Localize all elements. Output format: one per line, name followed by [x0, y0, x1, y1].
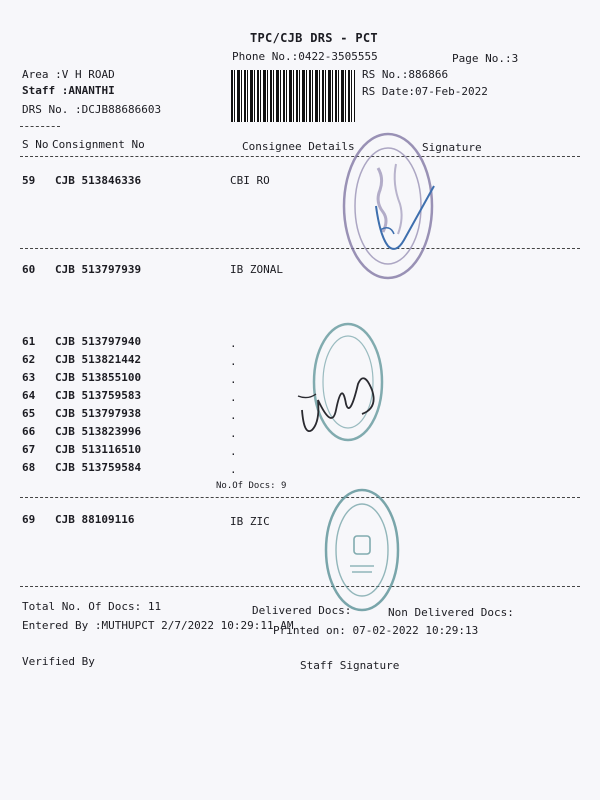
- entered-by: Entered By :MUTHUPCT 2/7/2022 10:29:11 AM: [22, 619, 294, 632]
- signature-mark: [370, 176, 440, 256]
- table-row-consignee: .: [230, 337, 237, 350]
- staff-signature-label: Staff Signature: [300, 659, 400, 672]
- table-row-sno: 66: [22, 425, 36, 438]
- rs-number: RS No.:886866: [362, 68, 449, 81]
- rs-date: RS Date:07-Feb-2022: [362, 85, 488, 98]
- column-header-consignee: Consignee Details: [242, 140, 355, 153]
- table-row-consignee: .: [230, 427, 237, 440]
- drs-number: DRS No. :DCJB88686603: [22, 103, 162, 116]
- table-row-consignee: .: [230, 373, 237, 386]
- delivered-docs: Delivered Docs:: [252, 604, 352, 617]
- table-row-consignee: .: [230, 355, 237, 368]
- table-row-consignee: IB ZIC: [230, 515, 270, 528]
- verified-by: Verified By: [22, 655, 95, 668]
- row-divider: [20, 497, 580, 498]
- table-row-consignee: .: [230, 463, 237, 476]
- table-row-consignment: CJB 513855100: [55, 371, 142, 384]
- column-header-signature: Signature: [422, 141, 482, 154]
- table-row-sno: 68: [22, 461, 36, 474]
- header-divider: [20, 156, 580, 157]
- table-row-consignee: .: [230, 409, 237, 422]
- docs-count-note: No.Of Docs: 9: [216, 481, 287, 491]
- table-row-consignment: CJB 513759583: [55, 389, 142, 402]
- footer-divider: [20, 586, 580, 587]
- table-row-consignee: .: [230, 391, 237, 404]
- area-label: Area :V H ROAD: [22, 68, 115, 81]
- indian-bank-seal-stamp: [322, 486, 402, 616]
- table-row-sno: 60: [22, 263, 36, 276]
- table-row-consignment: CJB 513797939: [55, 263, 142, 276]
- short-divider: [20, 126, 60, 127]
- table-row-sno: 61: [22, 335, 36, 348]
- table-row-consignee: .: [230, 445, 237, 458]
- table-row-sno: 59: [22, 174, 36, 187]
- printed-on: Printed on: 07-02-2022 10:29:13: [273, 624, 479, 637]
- table-row-consignment: CJB 513759584: [55, 461, 142, 474]
- column-header-sno: S No: [22, 138, 49, 151]
- page-number: Page No.:3: [452, 52, 519, 65]
- table-row-consignment: CJB 88109116: [55, 513, 135, 526]
- table-row-sno: 63: [22, 371, 36, 384]
- table-row-consignee: IB ZONAL: [230, 263, 283, 276]
- table-row-sno: 69: [22, 513, 36, 526]
- table-row-consignment: CJB 513823996: [55, 425, 142, 438]
- signature-mark: [294, 350, 384, 450]
- phone-number: Phone No.:0422-3505555: [232, 50, 378, 63]
- table-row-sno: 67: [22, 443, 36, 456]
- table-row-sno: 62: [22, 353, 36, 366]
- barcode: [231, 70, 355, 122]
- table-row-sno: 65: [22, 407, 36, 420]
- table-row-consignment: CJB 513846336: [55, 174, 142, 187]
- table-row-consignment: CJB 513116510: [55, 443, 142, 456]
- staff-label: Staff :ANANTHI: [22, 84, 115, 97]
- total-docs: Total No. Of Docs: 11: [22, 600, 162, 613]
- table-row-consignee: CBI RO: [230, 174, 270, 187]
- table-row-consignment: CJB 513797938: [55, 407, 142, 420]
- table-row-consignment: CJB 513797940: [55, 335, 142, 348]
- table-row-sno: 64: [22, 389, 36, 402]
- table-row-consignment: CJB 513821442: [55, 353, 142, 366]
- row-divider: [20, 248, 580, 249]
- column-header-consignment: Consignment No: [52, 138, 145, 151]
- document-title: TPC/CJB DRS - PCT: [250, 31, 378, 45]
- non-delivered-docs: Non Delivered Docs:: [388, 606, 514, 619]
